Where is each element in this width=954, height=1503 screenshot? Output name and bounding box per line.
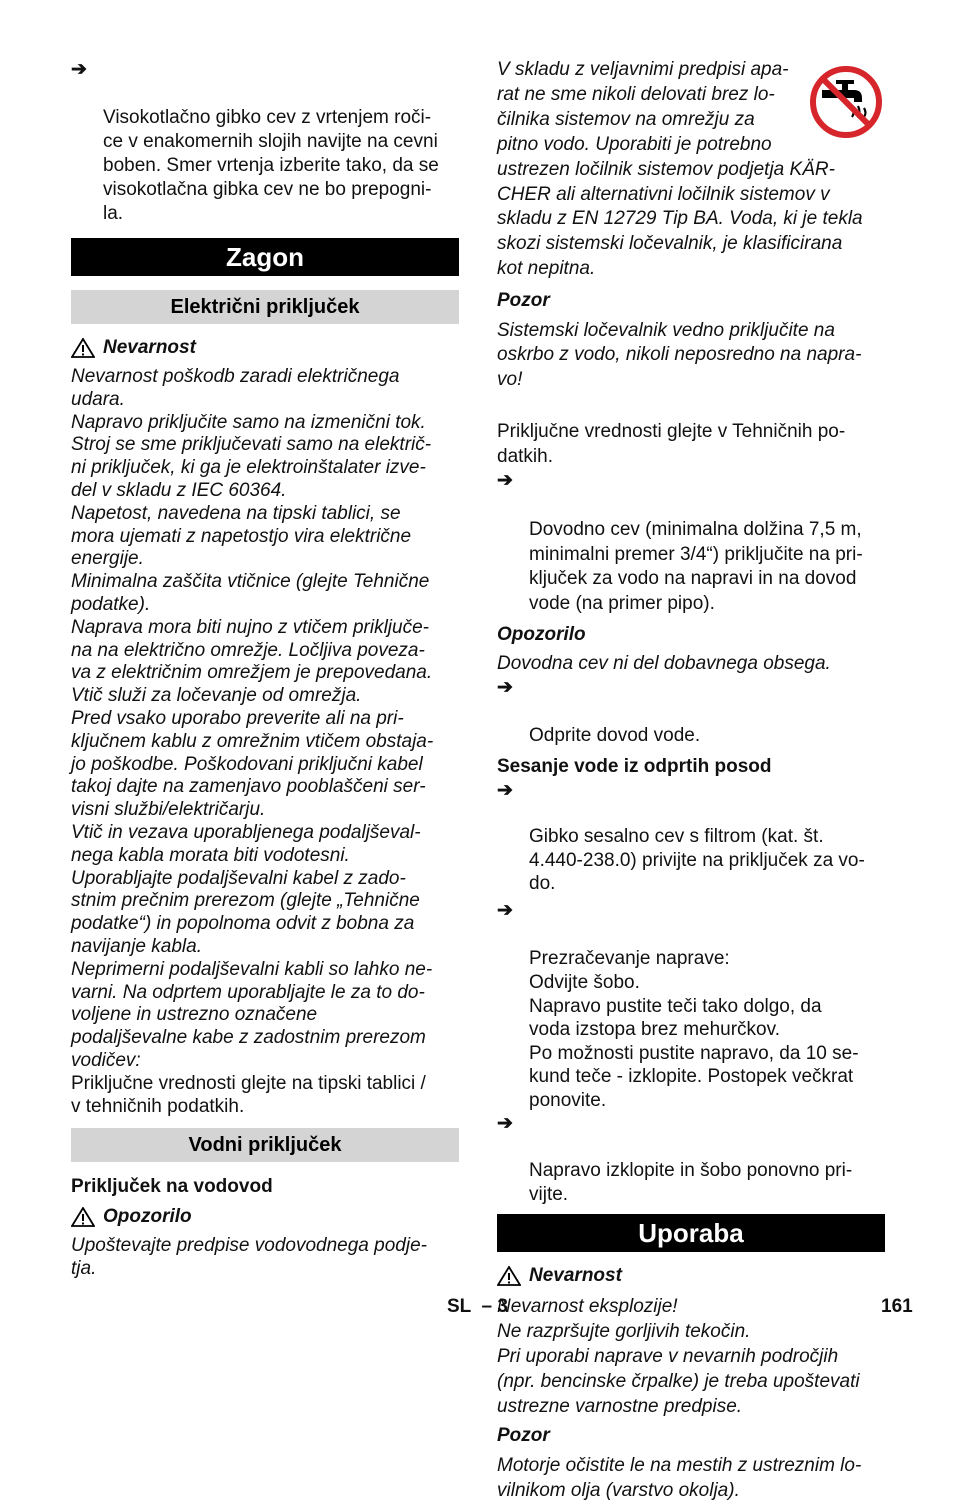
vent-substep-3: Po možnosti pustite napravo, da 10 se- kund teče - izklopite. Postopek večkrat ponovite. [529, 1042, 859, 1111]
arrow-right-icon: ➔ [497, 677, 513, 699]
step-suction-hose [497, 779, 885, 895]
step-text: Dovodno cev (minimalna dolžina 7,5 m, minimalni premer 3/4“) priključite na pri- ključek za vodo na napravi in na dovod vode (na primer pipo). [529, 519, 863, 614]
subheading-water: Vodni priključek [71, 1128, 459, 1162]
arrow-right-icon: ➔ [497, 470, 513, 492]
step-switch-off [497, 1112, 885, 1206]
opozorilo-label: Opozorilo [497, 624, 586, 646]
page-footer [0, 1296, 954, 1326]
vent-substep-2: Napravo pustite teči tako dolgo, da voda izstopa brez mehurčkov. [529, 995, 822, 1041]
step-text: Visokotlačno gibko cev z vrtenjem roči- ce v enakomernih slojih navijte na cevni boben. Smer vrtenja izberite tako, da se visokotlačna gibka cev ne bo prepogni- la. [103, 107, 439, 224]
arrow-right-icon: ➔ [71, 59, 87, 80]
left-column [71, 58, 459, 1281]
arrow-right-icon: ➔ [497, 779, 513, 801]
step-wind-hose [71, 58, 459, 226]
subheading-electrical: Električni priključek [71, 290, 459, 324]
step-open-water [497, 676, 885, 748]
step-text: Napravo izklopite in šobo ponovno pri- vijte. [529, 1160, 853, 1205]
step-text: Prezračevanje naprave: [529, 948, 730, 970]
regulation-text: V skladu z veljavnimi predpisi apa- rat ne sme nikoli delovati brez lo- čilnika sistemov na omrežju za pitno vodo. Uporabiti je potrebno ustrezen ločilnik sistemov podjetja KÄR- CHER ali alternativni ločilnik sistemov v skladu z EN 12729 Tip BA. Voda, ki je tekla skozi sistemski ločevalnik, je klasificirana kot nepitna. [497, 59, 863, 280]
caution-text: Upoštevajte predpise vodovodnega podje- tja. [71, 1235, 427, 1279]
warning-label: Nevarnost [103, 337, 196, 358]
page-number: 161 [881, 1296, 913, 1317]
step-text: Gibko sesalno cev s filtrom (kat. št. 4.440-238.0) privijte na priključek za vo- do. [529, 826, 865, 895]
pozor-label-2: Pozor [497, 1425, 550, 1447]
warning-triangle-icon [71, 1207, 95, 1227]
danger-text: Nevarnost eksplozije! Ne razpršujte gorljivih tekočin. Pri uporabi naprave v nevarnih področjih (npr. bencinske črpalke) je treba upoštevati ustrezne varnostne predpise. [497, 1296, 860, 1418]
electrical-warning-text: Nevarnost poškodb zaradi električnega udara. Napravo priključite samo na izmenični tok. Stroj se sme priključevati samo na električ- ni priključek, ki ga je elektroinštalater izve- del v skladu z IEC 60364. Napetost, navedena na tipski tablici, se mora ujemati z napetostjo vira električne energije. Minimalna zaščita vtičnice (glejte Tehnične podatke). Naprava mora biti nujno z vtičem priključe- na na električno omrežje. Ločljiva poveza- va z električnim omrežjem je prepovedana. Vtič služi za ločevanje od omrežja. Pred vsako uporabo preverite ali na pri- ključnem kablu z omrežnim vtičem obstaja- jo poškodbe. Poškodovani priključni kabel takoj dajte na zamenjavo pooblaščeni ser- visni službi/električarju. Vtič in vezava uporabljenega podaljševal- nega kabla morata biti vodotesni. Uporabljajte podaljševalni kabel z zado- stnim prečnim prerezom (glejte „Tehnične podatke“) in popolnoma odvit z bobna za navijanje kabla. Neprimerni podaljševalni kabli so lahko ne- varni. Na odprtem uporabljajte le za to do- voljene in ustrezno označene podaljševalne kabe z zadostnim prerezom vodičev: [71, 366, 434, 1071]
warning-triangle-icon [497, 1266, 521, 1286]
danger-label: Nevarnost [529, 1265, 622, 1287]
pozor-label: Pozor [497, 290, 550, 312]
arrow-right-icon: ➔ [497, 900, 513, 922]
danger-warning [71, 336, 459, 360]
connection-values-note: Priključne vrednosti glejte v Tehničnih po- datkih. [497, 421, 846, 467]
step-vent-device [497, 899, 885, 971]
footer-lang-page: SL – 3 [447, 1296, 508, 1317]
vent-substep-1: Odvijte šobo. [529, 972, 640, 994]
subheading-mains-water: Priključek na vodovod [71, 1176, 273, 1198]
warning-triangle-icon [71, 338, 95, 358]
danger-warning [497, 1264, 885, 1288]
pozor-text-2: Motorje očistite le na mestih z ustreznim lo- vilnikom olja (varstvo okolja). [497, 1455, 862, 1501]
opozorilo-text: Dovodna cev ni del dobavnega obsega. [497, 653, 831, 675]
caution-label: Opozorilo [103, 1206, 192, 1228]
suction-heading: Sesanje vode iz odprtih posod [497, 756, 772, 778]
right-column [497, 58, 885, 1503]
arrow-right-icon: ➔ [497, 1113, 513, 1135]
electrical-note: Priključne vrednosti glejte na tipski tablici / v tehničnih podatkih. [71, 1072, 426, 1117]
section-heading-uporaba: Uporaba [497, 1214, 885, 1252]
pozor-text: Sistemski ločevalnik vedno priključite na oskrbo z vodo, nikoli neposredno na napra- vo! [497, 319, 862, 390]
section-heading-zagon: Zagon [71, 238, 459, 276]
step-text: Odprite dovod vode. [529, 725, 701, 747]
step-connect-hose [497, 469, 885, 616]
caution-warning [71, 1205, 459, 1229]
